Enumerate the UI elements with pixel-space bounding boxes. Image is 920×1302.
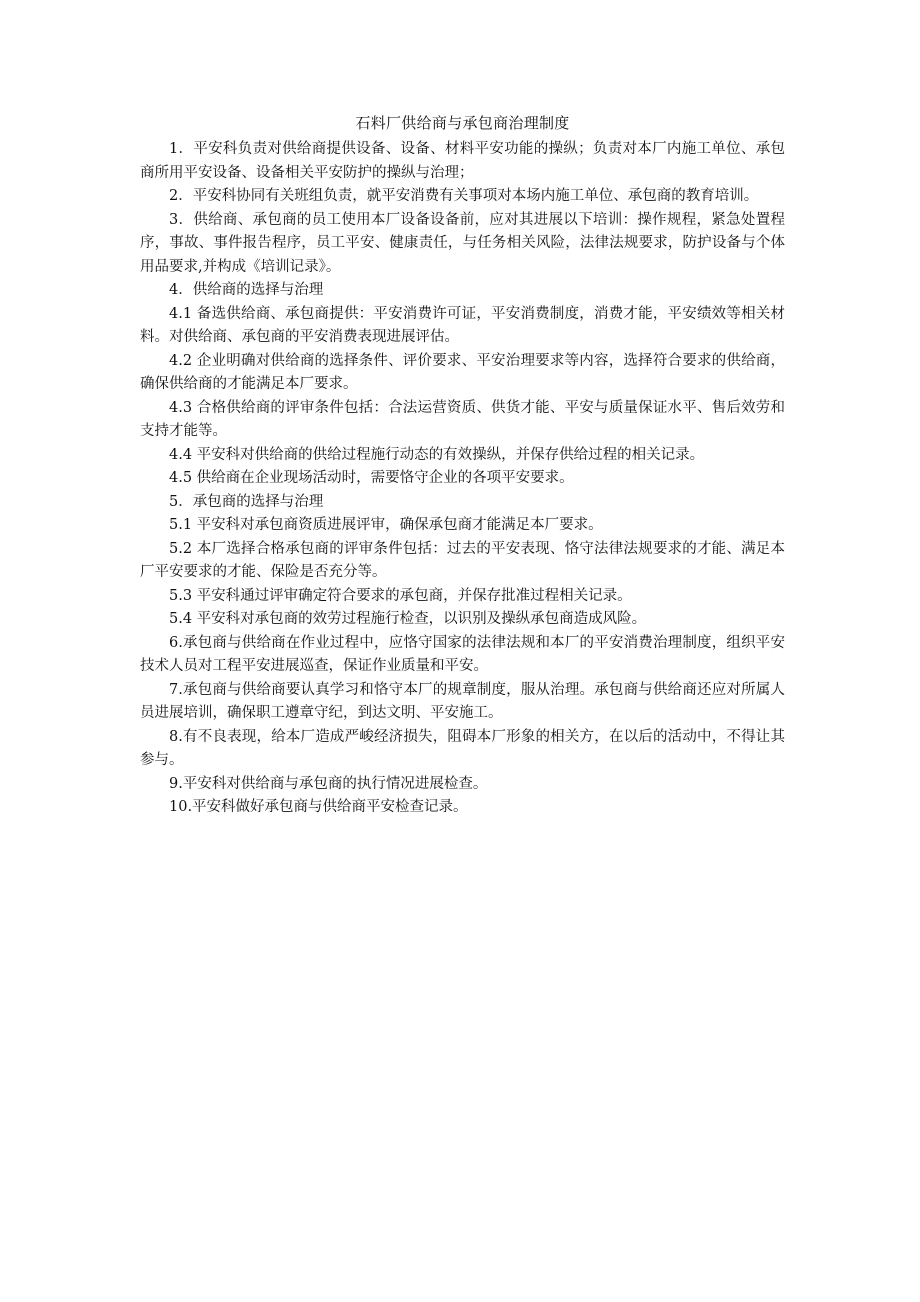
- paragraph-9: 9.平安科对供给商与承包商的执行情况进展检查。: [169, 775, 488, 792]
- document-body: [140, 110, 785, 820]
- paragraph-4-2: 4.2 企业明确对供给商的选择条件、评价要求、平安治理要求等内容，选择符合要求的供给商，确保供给商的才能满足本厂要求。: [140, 352, 785, 392]
- document-title: 石料厂供给商与承包商治理制度: [355, 114, 570, 132]
- paragraph-4-5: 4.5 供给商在企业现场活动时，需要恪守企业的各项平安要求。: [169, 470, 574, 486]
- paragraph-1: 1．平安科负责对供给商提供设备、设备、材料平安功能的操纵；负责对本厂内施工单位、承包商所用平安设备、设备相关平安防护的操纵与治理；: [140, 141, 785, 181]
- paragraph-10: 10.平安科做好承包商与供给商平安检查记录。: [169, 799, 468, 815]
- paragraph-6: 6.承包商与供给商在作业过程中，应恪守国家的法律法规和本厂的平安消费治理制度，组织平安技术人员对工程平安进展巡查，保证作业质量和平安。: [140, 634, 785, 674]
- paragraph-5-3: 5.3 平安科通过评审确定符合要求的承包商，并保存批准过程相关记录。: [169, 587, 632, 604]
- paragraph-7: 7.承包商与供给商要认真学习和恪守本厂的规章制度，服从治理。承包商与供给商还应对所属人员进展培训，确保职工遵章守纪，到达文明、平安施工。: [140, 681, 785, 721]
- paragraph-3: 3．供给商、承包商的员工使用本厂设备设备前，应对其进展以下培训：操作规程，紧急处置程序，事故、事件报告程序，员工平安、健康责任，与任务相关风险，法律法规要求，防护设备与个体用品要求,并构成《培训记录》。: [140, 211, 785, 275]
- paragraph-4-3: 4.3 合格供给商的评审条件包括：合法运营资质、供货才能、平安与质量保证水平、售后效劳和支持才能等。: [140, 399, 785, 439]
- section-heading-4: 4．供给商的选择与治理: [169, 282, 324, 298]
- paragraph-8: 8.有不良表现，给本厂造成严峻经济损失，阻碍本厂形象的相关方，在以后的活动中，不得让其参与。: [140, 728, 785, 768]
- paragraph-2: 2．平安科协同有关班组负责，就平安消费有关事项对本场内施工单位、承包商的教育培训。: [169, 188, 759, 204]
- paragraph-5-1: 5.1 平安科对承包商资质进展评审，确保承包商才能满足本厂要求。: [169, 517, 603, 533]
- paragraph-5-4: 5.4 平安科对承包商的效劳过程施行检查，以识别及操纵承包商造成风险。: [169, 611, 647, 627]
- section-heading-5: 5．承包商的选择与治理: [169, 493, 324, 510]
- paragraph-4-4: 4.4 平安科对供给商的供给过程施行动态的有效操纵，并保存供给过程的相关记录。: [169, 446, 705, 463]
- paragraph-5-2: 5.2 本厂选择合格承包商的评审条件包括：过去的平安表现、恪守法律法规要求的才能、满足本厂平安要求的才能、保险是否充分等。: [140, 540, 785, 580]
- paragraph-4-1: 4.1 备选供给商、承包商提供：平安消费许可证，平安消费制度，消费才能，平安绩效等相关材料。对供给商、承包商的平安消费表现进展评估。: [140, 305, 785, 345]
